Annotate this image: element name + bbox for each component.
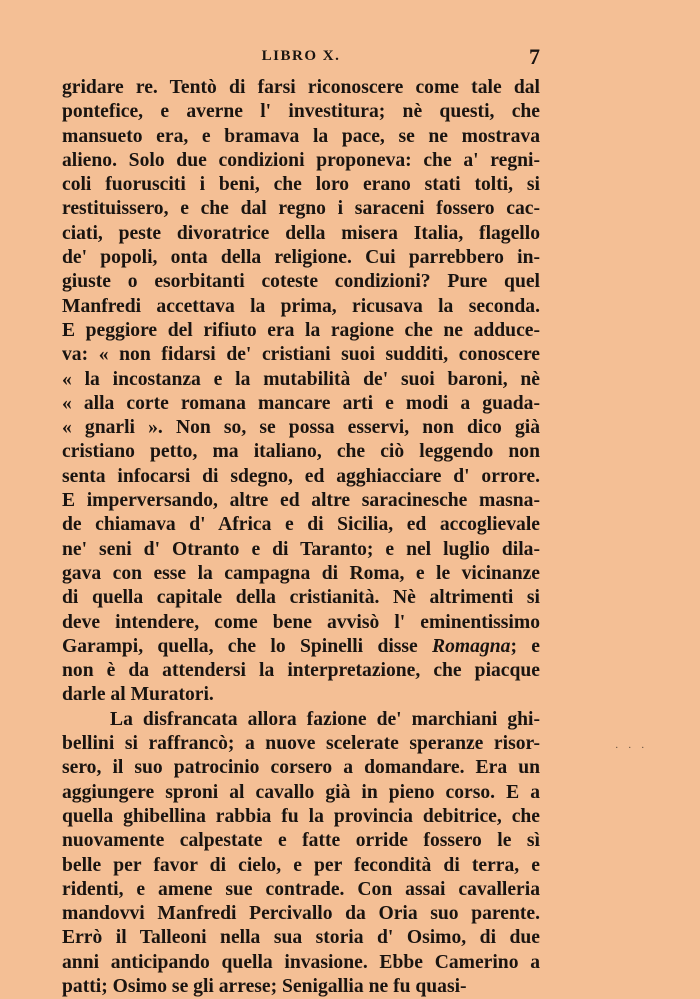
text-line: « alla corte romana mancare arti e modi a guada- bbox=[62, 392, 540, 414]
text-line: giuste o esorbitanti coteste condizioni? Pure quel bbox=[62, 271, 540, 293]
running-title: LIBRO X. bbox=[261, 48, 341, 64]
text-line: patti; Osimo se gli arrese; Senigallia ne fu quasi- bbox=[62, 975, 467, 997]
text-line: mandovvi Manfredi Percivallo da Oria suo parente. bbox=[62, 903, 540, 925]
text-run: ; e bbox=[510, 635, 540, 657]
text-line: deve intendere, come bene avvisò l' eminentissimo bbox=[62, 611, 540, 633]
text-line: nuovamente calpestate e fatte orride fossero le sì bbox=[62, 830, 540, 852]
text-line: restituissero, e che dal regno i saraceni fossero cac- bbox=[62, 198, 540, 220]
text-line: gridare re. Tentò di farsi riconoscere come tale dal bbox=[62, 77, 540, 98]
text-line: senta infocarsi di sdegno, ed agghiacciare d' orrore. bbox=[62, 465, 540, 487]
text-line: Manfredi accettava la prima, ricusava la seconda. bbox=[62, 295, 540, 317]
paragraph bbox=[62, 76, 540, 708]
paragraph bbox=[62, 708, 540, 999]
text-line: ciati, peste divoratrice della misera Italia, flagello bbox=[62, 222, 540, 244]
margin-marks: . . . bbox=[615, 740, 648, 751]
text-line: « gnarli ». Non so, se possa esservi, non dico già bbox=[62, 417, 540, 439]
text-line: sero, il suo patrocinio corsero a domandare. Era un bbox=[62, 757, 540, 779]
page-number: 7 bbox=[529, 44, 540, 69]
text-line: ne' seni d' Otranto e di Taranto; e nel luglio dila- bbox=[62, 538, 540, 560]
page-header bbox=[62, 44, 540, 72]
text-line: non è da attendersi la interpretazione, che piacque bbox=[62, 660, 540, 682]
text-line: E peggiore del rifiuto era la ragione che ne adduce- bbox=[62, 319, 540, 341]
text-line: va: « non fidarsi de' cristiani suoi sudditi, conoscere bbox=[62, 344, 540, 366]
text-line: aggiungere sproni al cavallo già in pieno corso. E a bbox=[62, 781, 540, 803]
text-line bbox=[62, 635, 540, 659]
body-text bbox=[62, 76, 540, 999]
text-line: darle al Muratori. bbox=[62, 684, 214, 706]
text-line: anni anticipando quella invasione. Ebbe Camerino a bbox=[62, 951, 540, 973]
emphasized-word: Romagna bbox=[432, 635, 511, 657]
text-line: E imperversando, altre ed altre saracinesche masna- bbox=[62, 490, 540, 512]
text-line: quella ghibellina rabbia fu la provincia debitrice, che bbox=[62, 805, 540, 827]
text-line: de' popoli, onta della religione. Cui parrebbero in- bbox=[62, 247, 540, 269]
text-line: « la incostanza e la mutabilità de' suoi baroni, nè bbox=[62, 368, 540, 390]
text-line: de chiamava d' Africa e di Sicilia, ed accoglievale bbox=[62, 514, 540, 536]
text-line: alieno. Solo due condizioni proponeva: che a' regni- bbox=[62, 149, 540, 171]
text-line: Errò il Talleoni nella sua storia d' Osimo, di due bbox=[62, 927, 540, 949]
text-line: La disfrancata allora fazione de' marchiani ghi- bbox=[110, 708, 540, 730]
text-line: belle per favor di cielo, e per fecondità di terra, e bbox=[62, 854, 540, 876]
text-line: ridenti, e amene sue contrade. Con assai cavalleria bbox=[62, 878, 540, 900]
text-line: coli fuorusciti i beni, che loro erano stati tolti, si bbox=[62, 174, 540, 196]
text-line: pontefice, e averne l' investitura; nè questi, che bbox=[62, 101, 540, 123]
text-line: bellini si raffrancò; a nuove scelerate speranze risor- bbox=[62, 733, 540, 755]
text-line: di quella capitale della cristianità. Nè altrimenti si bbox=[62, 587, 540, 609]
text-line: gava con esse la campagna di Roma, e le vicinanze bbox=[62, 562, 540, 584]
text-run: Garampi, quella, che lo Spinelli disse bbox=[62, 635, 433, 657]
text-line: cristiano petto, ma italiano, che ciò leggendo non bbox=[62, 441, 540, 463]
text-line: mansueto era, e bramava la pace, se ne mostrava bbox=[62, 125, 540, 147]
